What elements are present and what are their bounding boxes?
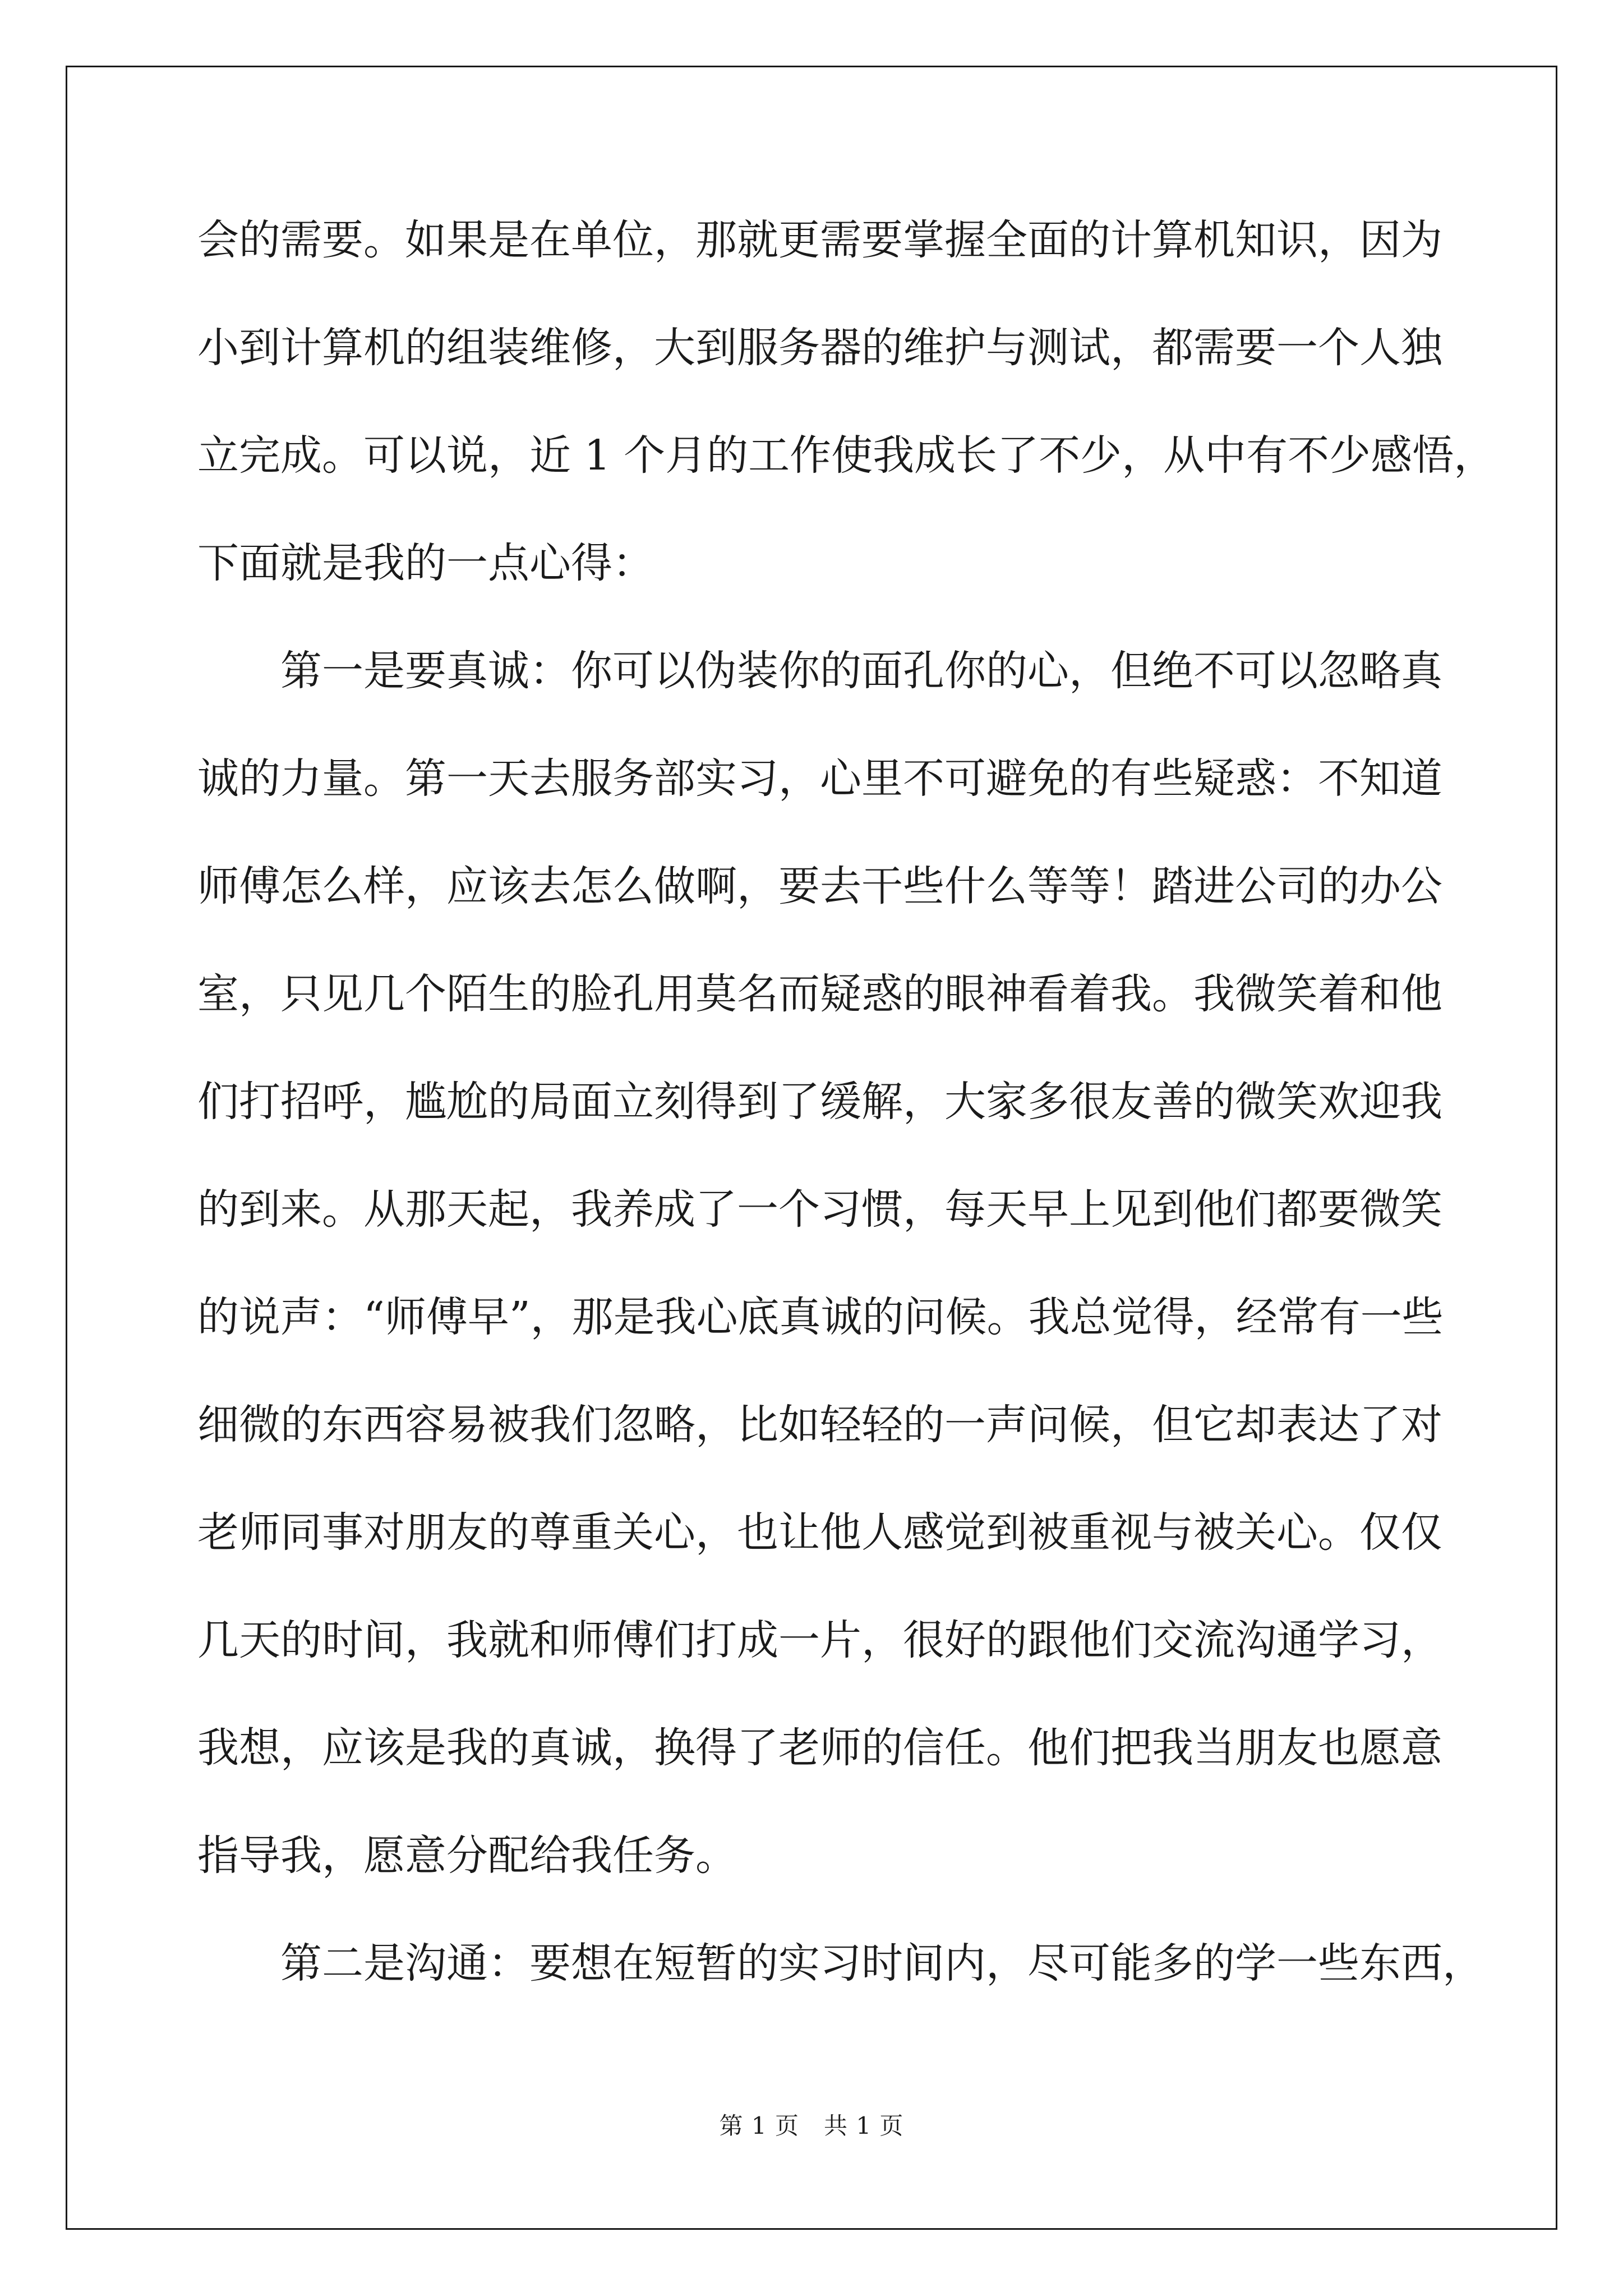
text-line: 诚的力量。第一天去服务部实习，心里不可避免的有些疑惑：不知道 — [197, 754, 1442, 803]
page-border — [66, 66, 1557, 2230]
paragraph-first-line: 第二是沟通：要想在短暂的实习时间内，尽可能多的学一些东西， — [280, 1939, 1484, 1987]
text-line: 老师同事对朋友的尊重关心，也让他人感觉到被重视与被关心。仅仅 — [197, 1508, 1442, 1557]
text-line: 几天的时间，我就和师傅们打成一片，很好的跟他们交流沟通学习， — [197, 1616, 1442, 1664]
text-line: 会的需要。如果是在单位，那就更需要掌握全面的计算机知识，因为 — [197, 216, 1442, 264]
text-line: 我想，应该是我的真诚，换得了老师的信任。他们把我当朋友也愿意 — [197, 1724, 1442, 1772]
page-number-current: 第 1 页 — [719, 2112, 799, 2139]
paragraph-first-line: 第一是要真诚：你可以伪装你的面孔你的心，但绝不可以忽略真 — [280, 647, 1442, 695]
text-line: 的说声：“师傅早”，那是我心底真诚的问候。我总觉得，经常有一些 — [197, 1293, 1444, 1341]
page-number-total: 共 1 页 — [824, 2112, 904, 2139]
text-line: 细微的东西容易被我们忽略，比如轻轻的一声问候，但它却表达了对 — [197, 1401, 1442, 1449]
text-line: 指导我，愿意分配给我任务。 — [197, 1832, 737, 1880]
text-line: 室，只见几个陌生的脸孔用莫名而疑惑的眼神看着我。我微笑着和他 — [197, 970, 1442, 1018]
text-line: 师傅怎么样，应该去怎么做啊，要去干些什么等等！踏进公司的办公 — [197, 862, 1442, 910]
text-line: 立完成。可以说，近 1 个月的工作使我成长了不少，从中有不少感悟， — [197, 431, 1496, 480]
text-line: 小到计算机的组装维修，大到服务器的维护与测试，都需要一个人独 — [197, 324, 1442, 372]
text-line: 的到来。从那天起，我养成了一个习惯，每天早上见到他们都要微笑 — [197, 1185, 1442, 1234]
text-line: 们打招呼，尴尬的局面立刻得到了缓解，大家多很友善的微笑欢迎我 — [197, 1078, 1442, 1126]
page-footer — [0, 2109, 1623, 2143]
text-line: 下面就是我的一点心得： — [197, 539, 654, 587]
